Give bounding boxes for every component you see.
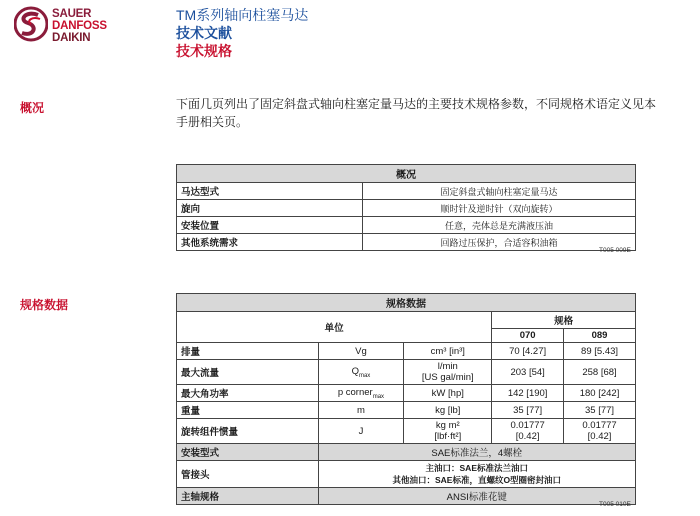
row-value-070: 35 [77] <box>492 402 564 419</box>
unit-line-2: [US gal/min] <box>421 372 474 383</box>
document-subtitle: 技术文献 <box>176 25 232 41</box>
logo-wordmark <box>52 8 107 44</box>
row-span-value <box>318 461 635 488</box>
table-row <box>177 183 636 200</box>
row-span-value: SAE标准法兰，4螺栓 <box>318 444 635 461</box>
symbol-subscript: max <box>358 372 371 379</box>
row-value-089 <box>564 419 636 444</box>
symbol-main: Q <box>351 365 359 377</box>
specs-table-ref: T005 010E <box>599 501 631 508</box>
row-symbol: J <box>318 419 404 444</box>
row-key: 旋转组件惯量 <box>177 419 319 444</box>
row-value-070: 142 [190] <box>492 385 564 402</box>
row-unit <box>404 419 492 444</box>
symbol-main: p corner <box>337 386 373 398</box>
row-symbol: m <box>318 402 404 419</box>
overview-table <box>176 164 636 251</box>
row-key: 最大流量 <box>177 360 319 385</box>
table-row <box>177 217 636 234</box>
row-symbol: Vg <box>318 343 404 360</box>
row-value-070: 203 [54] <box>492 360 564 385</box>
row-value: 固定斜盘式轴向柱塞定量马达 <box>363 183 636 200</box>
row-key: 重量 <box>177 402 319 419</box>
symbol-subscript: max <box>372 393 385 400</box>
size-070-header: 070 <box>492 329 564 343</box>
row-key: 其他系统需求 <box>177 234 363 251</box>
row-symbol <box>318 385 404 402</box>
unit-line-1: kg m² <box>435 420 460 431</box>
row-unit: kg [lb] <box>404 402 492 419</box>
row-key: 最大角功率 <box>177 385 319 402</box>
row-key: 旋向 <box>177 200 363 217</box>
row-key: 管接头 <box>177 461 319 488</box>
logo-line-1: SAUER <box>52 8 92 20</box>
value-line-2: [0.42] <box>515 431 540 442</box>
unit-header: 单位 <box>177 312 492 343</box>
logo-line-2: DANFOSS <box>52 20 107 32</box>
row-unit <box>404 360 492 385</box>
row-key: 安装型式 <box>177 444 319 461</box>
row-key: 马达型式 <box>177 183 363 200</box>
unit-line-2: [lbf·ft²] <box>434 431 462 442</box>
row-key: 安装位置 <box>177 217 363 234</box>
row-unit: kW [hp] <box>404 385 492 402</box>
unit-line-1: l/min <box>437 361 458 372</box>
row-symbol <box>318 360 404 385</box>
table-row <box>177 343 636 360</box>
table-row <box>177 419 636 444</box>
overview-table-title: 概况 <box>177 165 636 183</box>
row-value-089: 180 [242] <box>564 385 636 402</box>
span-line-2: 其他油口：SAE标准，直螺纹O型圈密封油口 <box>392 475 562 485</box>
row-value-070: 70 [4.27] <box>492 343 564 360</box>
section-title: 技术规格 <box>176 43 232 59</box>
logo-mark-icon <box>14 6 48 42</box>
specs-table-title: 规格数据 <box>177 294 636 312</box>
document-title: TM系列轴向柱塞马达 <box>176 7 309 23</box>
row-value: 回路过压保护，合适容积油箱 <box>363 234 636 251</box>
table-row <box>177 461 636 488</box>
logo-line-3: DAIKIN <box>52 32 91 44</box>
intro-paragraph: 下面几页列出了固定斜盘式轴向柱塞定量马达的主要技术规格参数，不同规格术语定义见本手册相关页。 <box>176 97 657 129</box>
row-key: 主轴规格 <box>177 488 319 505</box>
size-089-header: 089 <box>564 329 636 343</box>
row-value-070 <box>492 419 564 444</box>
specs-side-label: 规格数据 <box>20 298 69 312</box>
overview-table-ref: T005 009E <box>599 247 631 254</box>
table-row <box>177 385 636 402</box>
table-row <box>177 234 636 251</box>
page-header <box>176 6 308 60</box>
table-row <box>177 402 636 419</box>
row-value: 任意，壳体总是充满液压油 <box>363 217 636 234</box>
table-row <box>177 488 636 505</box>
table-row <box>177 360 636 385</box>
row-unit: cm³ [in³] <box>404 343 492 360</box>
company-logo <box>14 6 139 46</box>
span-line-1: 主油口：SAE标准法兰油口 <box>425 463 528 473</box>
row-value: 顺时针及逆时针（双向旋转） <box>363 200 636 217</box>
row-value-089: 258 [68] <box>564 360 636 385</box>
table-row <box>177 444 636 461</box>
row-key: 排量 <box>177 343 319 360</box>
row-span-value: ANSI标准花键 <box>318 488 635 505</box>
overview-side-label: 概况 <box>20 101 45 115</box>
value-line-2: [0.42] <box>587 431 612 442</box>
value-line-1: 0.01777 <box>582 420 617 431</box>
row-value-089: 35 [77] <box>564 402 636 419</box>
specs-table <box>176 293 636 505</box>
value-line-1: 0.01777 <box>510 420 545 431</box>
row-value-089: 89 [5.43] <box>564 343 636 360</box>
size-header: 规格 <box>492 312 636 329</box>
table-row <box>177 200 636 217</box>
